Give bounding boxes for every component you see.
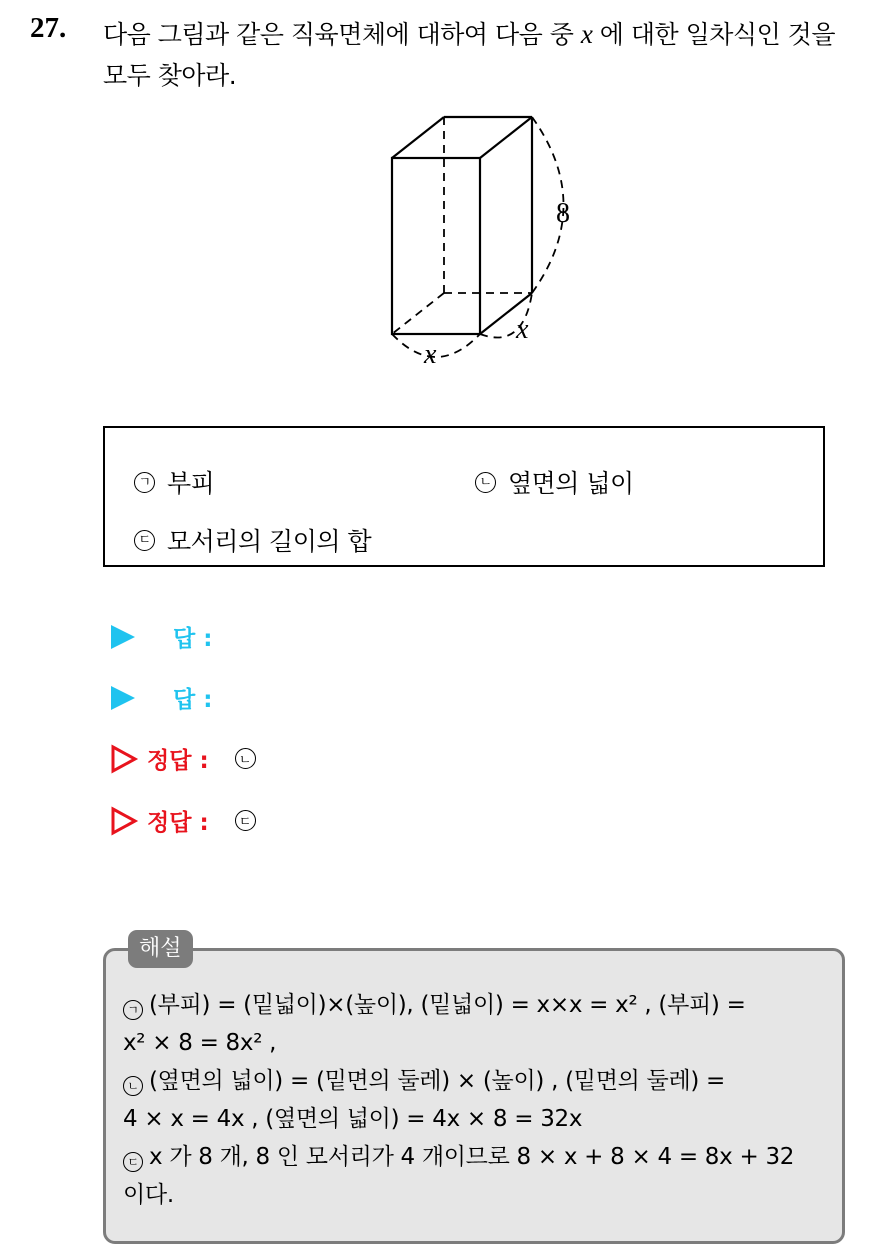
- correct-answer-1: [111, 742, 256, 775]
- choice-1-mark: ㄱ: [134, 472, 155, 493]
- height-label: 8: [556, 198, 570, 229]
- correct-answer-1-mark: ㄴ: [235, 748, 256, 769]
- correct-answer-1-label: 정답 :: [147, 748, 209, 774]
- answer-blank-2: [111, 681, 212, 714]
- correct-answer-2-label: 정답 :: [147, 810, 209, 836]
- blue-triangle-icon: [111, 686, 135, 710]
- choice-2: [475, 464, 634, 500]
- blue-triangle-icon: [111, 625, 135, 649]
- front-width-label: x: [424, 339, 437, 370]
- solution-line-6: 이다.: [123, 1182, 174, 1208]
- choice-3-label: 모서리의 길이의 합: [167, 527, 372, 556]
- solution-mark-2: ㄴ: [123, 1076, 143, 1096]
- solution-line-3: [123, 1062, 828, 1100]
- answer-blank-1-label: 답 :: [173, 626, 213, 652]
- solution-line-2: x² × 8 = 8x² ,: [123, 1030, 277, 1056]
- solution-line-3-text: (옆면의 넓이) = (밑면의 둘레) × (높이) , (밑면의 둘레) =: [149, 1068, 726, 1094]
- question-variable: x: [580, 19, 593, 49]
- question-text-part1: 다음 그림과 같은 직육면체에 대하여 다음 중: [103, 20, 581, 49]
- choice-2-mark: ㄴ: [475, 472, 496, 493]
- choice-1: [134, 464, 214, 500]
- red-triangle-outline-icon: [111, 807, 137, 835]
- cuboid-front-face: [392, 158, 480, 334]
- solution-line-1-text: (부피) = (밑넓이)×(높이), (밑넓이) = x×x = x² , (부피) =: [149, 992, 746, 1018]
- question-number: 27.: [30, 12, 67, 44]
- hidden-edge-depth: [392, 293, 444, 334]
- solution-mark-1: ㄱ: [123, 1000, 143, 1020]
- solution-tab: 해설: [128, 930, 193, 968]
- question-text-part2: 에 대한 일차식인 것을: [592, 20, 835, 49]
- solution-text: [123, 986, 828, 1214]
- solution-line-5: [123, 1138, 828, 1176]
- correct-answer-2: [111, 804, 256, 837]
- question-text: [103, 14, 873, 96]
- solution-mark-3: ㄷ: [123, 1152, 143, 1172]
- choice-3: [134, 522, 371, 558]
- choice-1-label: 부피: [167, 469, 215, 498]
- solution-line-4: 4 × x = 4x , (옆면의 넓이) = 4x × 8 = 32x: [123, 1106, 583, 1132]
- correct-answer-2-mark: ㄷ: [235, 810, 256, 831]
- side-depth-label: x: [516, 314, 529, 345]
- solution-line-1: [123, 986, 828, 1024]
- choice-2-label: 옆면의 넓이: [508, 469, 634, 498]
- choice-3-mark: ㄷ: [134, 530, 155, 551]
- answer-blank-2-label: 답 :: [173, 687, 213, 713]
- question-text-line2: 모두 찾아라.: [103, 61, 237, 90]
- red-triangle-outline-icon: [111, 745, 137, 773]
- cuboid-figure: [380, 110, 570, 370]
- solution-line-5-text: x 가 8 개, 8 인 모서리가 4 개이므로 8 × x + 8 × 4 = 8x + 32: [149, 1144, 795, 1170]
- answer-blank-1: [111, 620, 212, 653]
